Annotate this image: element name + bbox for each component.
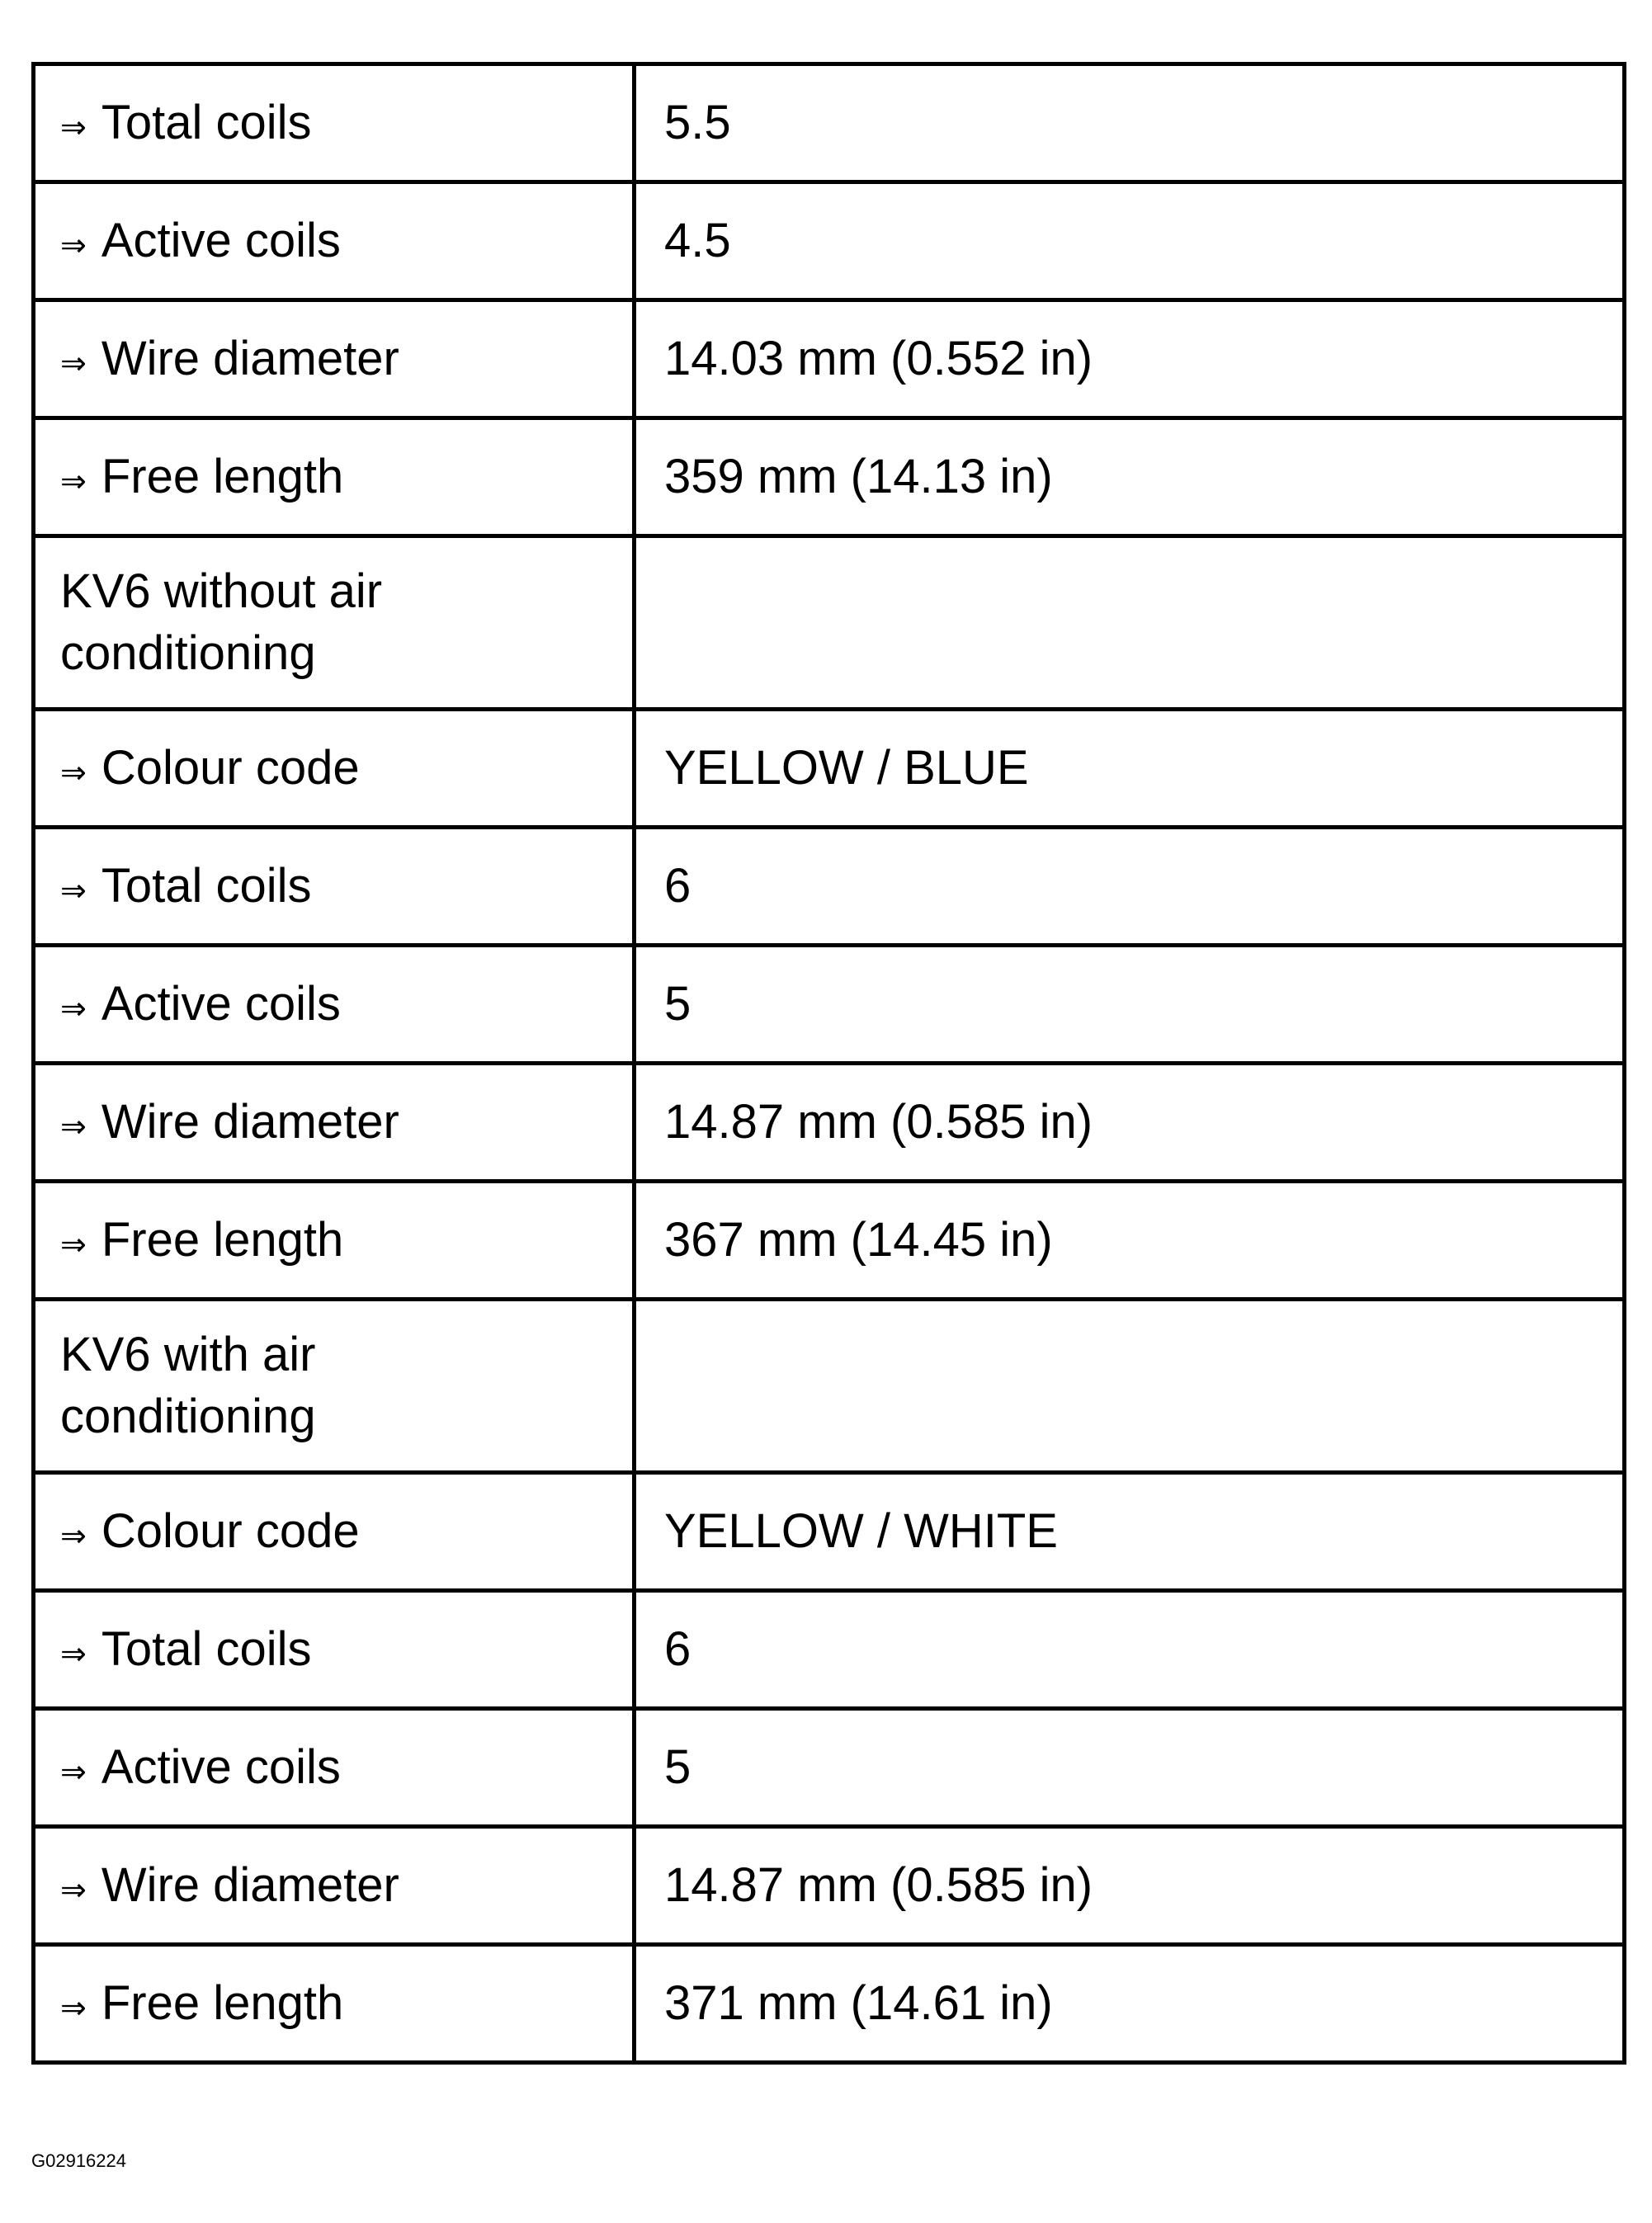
value-cell — [635, 1300, 1625, 1473]
label-cell — [34, 1827, 635, 1945]
label-cell — [34, 536, 635, 710]
figure-id: G02916224 — [31, 2150, 126, 2171]
value-cell — [635, 946, 1625, 1064]
spec-label: Total coils — [101, 858, 312, 913]
value-cell — [635, 418, 1625, 536]
spec-value: 6 — [664, 858, 691, 913]
label-cell — [34, 64, 635, 182]
table-row — [34, 1182, 1625, 1300]
spec-label: Active coils — [101, 976, 341, 1031]
section-heading: KV6 with air conditioning — [60, 1328, 316, 1443]
label-cell — [34, 1591, 635, 1709]
spec-value: 371 mm (14.61 in) — [664, 1975, 1053, 2030]
double-arrow-icon: ⇒ — [60, 1635, 87, 1673]
spring-spec-table — [31, 62, 1626, 2065]
double-arrow-icon: ⇒ — [60, 1989, 87, 2027]
value-cell — [635, 64, 1625, 182]
spec-value: 4.5 — [664, 213, 731, 267]
table-row — [34, 710, 1625, 828]
spec-label: Wire diameter — [101, 1094, 399, 1149]
table-row — [34, 1064, 1625, 1182]
label-cell — [34, 418, 635, 536]
spec-label: Wire diameter — [101, 1857, 399, 1912]
label-cell — [34, 1709, 635, 1827]
label-cell — [34, 300, 635, 418]
value-cell — [635, 300, 1625, 418]
spec-label: Total coils — [101, 95, 312, 149]
spec-label: Colour code — [101, 740, 360, 795]
spec-value: 14.87 mm (0.585 in) — [664, 1857, 1093, 1912]
spec-value: 359 mm (14.13 in) — [664, 449, 1053, 503]
double-arrow-icon: ⇒ — [60, 990, 87, 1027]
spec-value: YELLOW / WHITE — [664, 1503, 1058, 1558]
value-cell — [635, 1709, 1625, 1827]
label-cell — [34, 828, 635, 946]
spec-label: Free length — [101, 449, 344, 503]
section-heading-row — [34, 1300, 1625, 1473]
table-row — [34, 1709, 1625, 1827]
section-heading: KV6 without air conditioning — [60, 564, 383, 680]
value-cell — [635, 182, 1625, 300]
table-row — [34, 1473, 1625, 1591]
spec-value: 5 — [664, 976, 691, 1031]
table-row — [34, 1591, 1625, 1709]
value-cell — [635, 710, 1625, 828]
value-cell — [635, 1064, 1625, 1182]
table-row — [34, 418, 1625, 536]
table-row — [34, 1827, 1625, 1945]
spec-value: YELLOW / BLUE — [664, 740, 1029, 795]
double-arrow-icon: ⇒ — [60, 1871, 87, 1909]
table-row — [34, 64, 1625, 182]
section-heading-row — [34, 536, 1625, 710]
double-arrow-icon: ⇒ — [60, 109, 87, 146]
table-row — [34, 946, 1625, 1064]
double-arrow-icon: ⇒ — [60, 1108, 87, 1145]
spec-label: Active coils — [101, 1739, 341, 1794]
table-row — [34, 182, 1625, 300]
value-cell — [635, 536, 1625, 710]
label-cell — [34, 1300, 635, 1473]
spec-value: 367 mm (14.45 in) — [664, 1212, 1053, 1267]
label-cell — [34, 182, 635, 300]
double-arrow-icon: ⇒ — [60, 872, 87, 909]
table-row — [34, 1945, 1625, 2063]
label-cell — [34, 1473, 635, 1591]
table-row — [34, 300, 1625, 418]
spec-value: 5 — [664, 1739, 691, 1794]
spec-value: 5.5 — [664, 95, 731, 149]
label-cell — [34, 1064, 635, 1182]
label-cell — [34, 1182, 635, 1300]
spec-label: Total coils — [101, 1621, 312, 1676]
double-arrow-icon: ⇒ — [60, 1226, 87, 1263]
value-cell — [635, 1945, 1625, 2063]
spec-label: Free length — [101, 1975, 344, 2030]
spec-label: Wire diameter — [101, 331, 399, 385]
value-cell — [635, 1827, 1625, 1945]
label-cell — [34, 710, 635, 828]
spec-label: Colour code — [101, 1503, 360, 1558]
spec-value: 14.87 mm (0.585 in) — [664, 1094, 1093, 1149]
table-row — [34, 828, 1625, 946]
double-arrow-icon: ⇒ — [60, 463, 87, 500]
value-cell — [635, 1182, 1625, 1300]
double-arrow-icon: ⇒ — [60, 1753, 87, 1791]
value-cell — [635, 1473, 1625, 1591]
value-cell — [635, 1591, 1625, 1709]
label-cell — [34, 946, 635, 1064]
double-arrow-icon: ⇒ — [60, 345, 87, 382]
double-arrow-icon: ⇒ — [60, 1517, 87, 1555]
spec-label: Free length — [101, 1212, 344, 1267]
label-cell — [34, 1945, 635, 2063]
spec-table-body — [34, 64, 1625, 2063]
double-arrow-icon: ⇒ — [60, 754, 87, 791]
spec-value: 6 — [664, 1621, 691, 1676]
spec-value: 14.03 mm (0.552 in) — [664, 331, 1093, 385]
value-cell — [635, 828, 1625, 946]
double-arrow-icon: ⇒ — [60, 227, 87, 264]
spec-label: Active coils — [101, 213, 341, 267]
